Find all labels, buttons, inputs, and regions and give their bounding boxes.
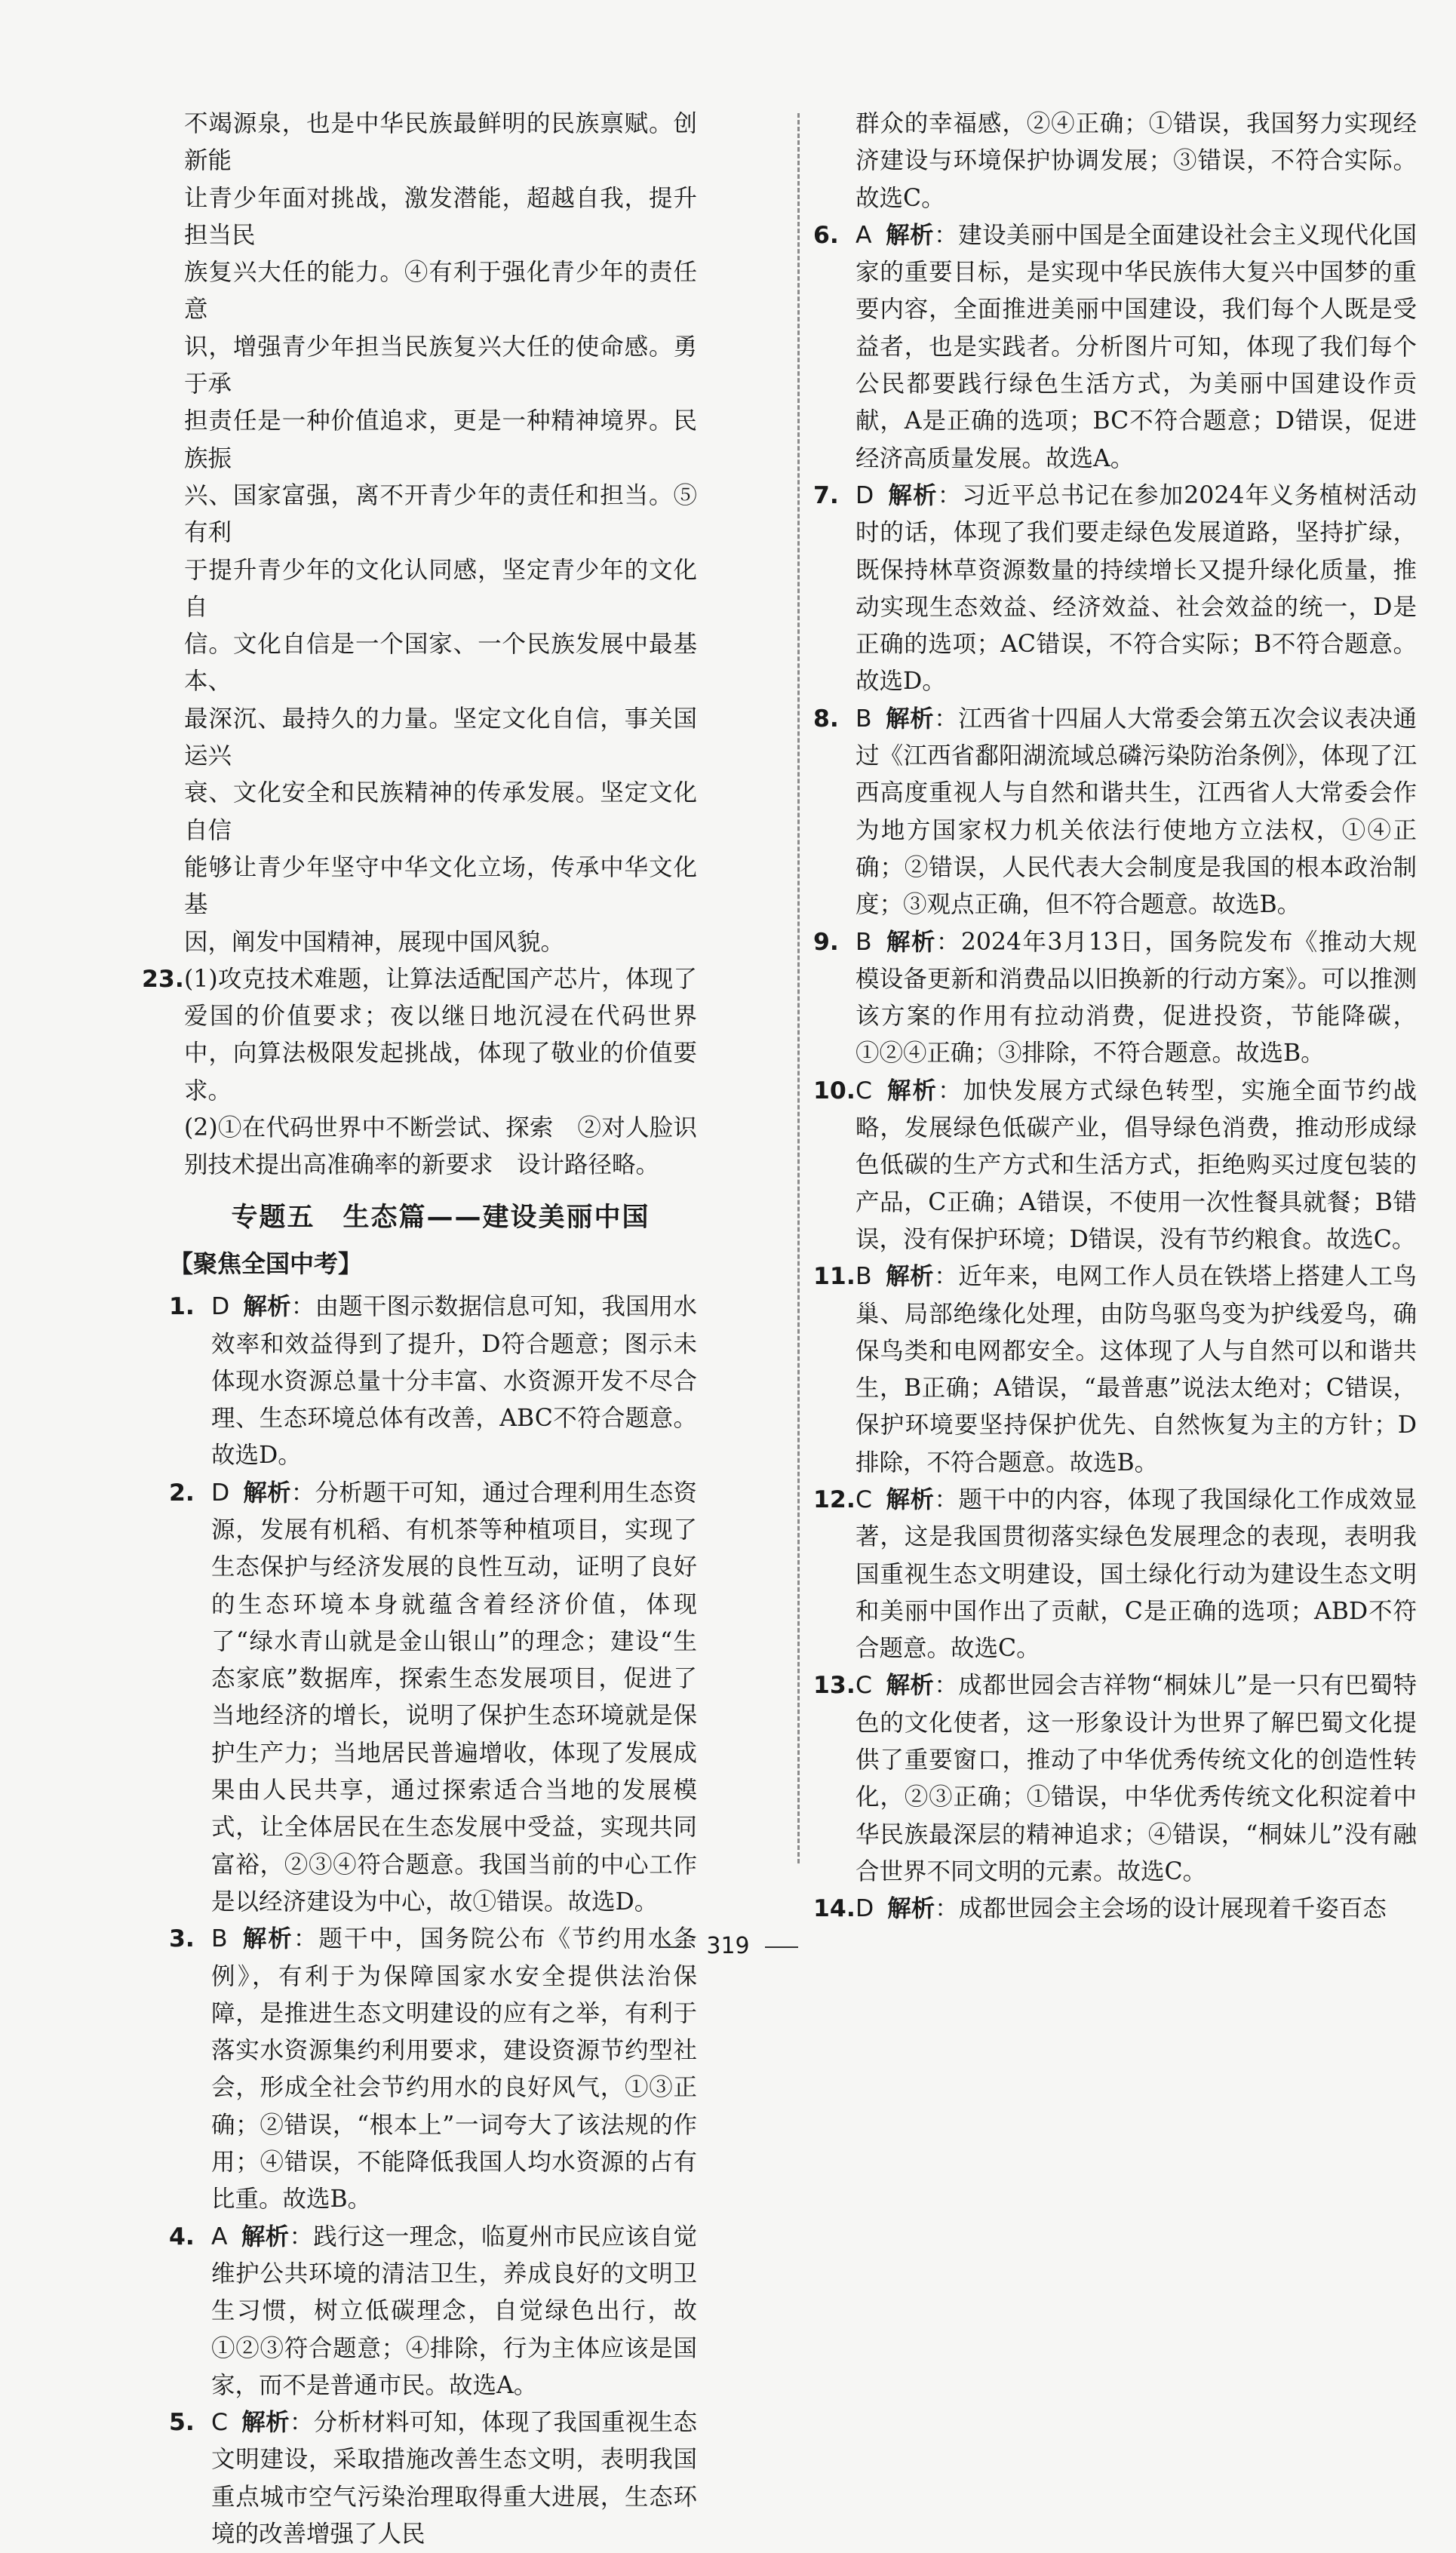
item-number: 5.: [169, 2409, 195, 2437]
answer-item: [813, 924, 1417, 1073]
analysis-text: ：分析材料可知，体现了我国重视生态文明建设，采取措施改善生态文明，表明我国重点城市空气污染治理取得重大进展，生态环境的改善增强了人民: [211, 2409, 697, 2548]
answer-item: [813, 1073, 1417, 1258]
answer-item: [169, 1921, 697, 2218]
answer-item: [169, 2219, 697, 2404]
page-number-dash-right: [765, 1946, 798, 1948]
analysis-label: 解析: [886, 1485, 935, 1513]
text-line: 识，增强青少年担当民族复兴大任的使命感。勇于承: [184, 333, 697, 398]
item-number: 6.: [813, 221, 839, 249]
subheading: 【聚焦全国中考】: [169, 1249, 363, 1278]
text-line: 让青少年面对挑战，激发潜能，超越自我，提升担当民: [184, 184, 697, 249]
right-column: [813, 106, 1417, 1928]
item-number: 11.: [813, 1263, 855, 1291]
analysis-label: 解析: [886, 1077, 938, 1104]
analysis-text: ：践行这一理念，临夏州市民应该自觉维护公共环境的清洁卫生，养成良好的文明卫生习惯，树立低碳理念，自觉绿色出行，故①②③符合题意；④排除，行为主体应该是国家，而不是普通市民。故选A。: [211, 2223, 697, 2399]
answer-item: [169, 2404, 697, 2553]
column-divider: [797, 113, 800, 1863]
analysis-label: 解析: [885, 928, 936, 956]
answer-letter: A: [855, 221, 872, 249]
analysis-text: ：江西省十四届人大常委会第五次会议表决通过《江西省鄱阳湖流域总磷污染防治条例》，体现了江西高度重视人与自然和谐共生，江西省人大常委会作为地方国家权力机关依法行使地方立法权，①④正确；②错误，人民代表大会制度是我国的根本政治制度；③观点正确，但不符合题意。故选B。: [855, 705, 1417, 919]
answer-letter: D: [211, 1293, 230, 1321]
item-number: 10.: [813, 1077, 855, 1104]
item-number: 2.: [169, 1479, 195, 1507]
analysis-label: 解析: [885, 705, 935, 733]
analysis-label: 解析: [887, 481, 938, 509]
item-number: 9.: [813, 928, 839, 956]
answer-part-1: (1)攻克技术难题，让算法适配国产芯片，体现了爱国的价值要求；夜以继日地沉浸在代码世界中，向算法极限发起挑战，体现了敬业的价值要求。: [184, 965, 697, 1104]
answer-letter: C: [855, 1077, 872, 1104]
item-number: 14.: [813, 1895, 855, 1923]
analysis-text: ：由题干图示数据信息可知，我国用水效率和效益得到了提升，D符合题意；图示未体现水资源总量十分丰富、水资源开发不尽合理、生态环境总体有改善，ABC不符合题意。故选D。: [211, 1293, 697, 1470]
text-line: 族复兴大任的能力。④有利于强化青少年的责任意: [184, 259, 697, 324]
text-line: 担责任是一种价值追求，更是一种精神境界。民族振: [184, 407, 697, 472]
answer-letter: C: [855, 1672, 872, 1700]
question-number: 23.: [142, 965, 184, 993]
item-number: 4.: [169, 2223, 195, 2250]
analysis-text: ：题干中的内容，体现了我国绿化工作成效显著，这是我国贯彻落实绿色发展理念的表现，表明我国重视生态文明建设，国土绿化行动为建设生态文明和美丽中国作出了贡献，C是正确的选项；ABD不符合题意。故选C。: [855, 1485, 1417, 1663]
analysis-text: ：建设美丽中国是全面建设社会主义现代化国家的重要目标，是实现中华民族伟大复兴中国梦的重要内容，全面推进美丽中国建设，我们每个人既是受益者，也是实践者。分析图片可知，体现了我们每个公民都要践行绿色生活方式，为美丽中国建设作贡献，A是正确的选项；BC不符合题意；D错误，促进经济高质量发展。故选A。: [855, 221, 1417, 472]
text-line: 衰、文化安全和民族精神的传承发展。坚定文化自信: [184, 779, 697, 844]
analysis-text: ：2024年3月13日，国务院发布《推动大规模设备更新和消费品以旧换新的行动方案》。可以推测该方案的作用有拉动消费，促进投资，节能降碳，①②④正确；③排除，不符合题意。故选B。: [855, 928, 1417, 1068]
answer-letter: B: [855, 705, 872, 733]
answer-item: [813, 478, 1417, 701]
analysis-text: ：加快发展方式绿色转型，实施全面节约战略，发展绿色低碳产业，倡导绿色消费，推动形成绿色低碳的生产方式和生活方式，拒绝购买过度包装的产品，C正确；A错误，不使用一次性餐具就餐；B错误，没有保护环境；D错误，没有节约粮食。故选C。: [855, 1077, 1417, 1253]
page-number: [0, 1933, 1456, 1959]
analysis-text: ：题干中，国务院公布《节约用水条例》，有利于为保障国家水安全提供法治保障，是推进生态文明建设的应有之举，有利于落实水资源集约利用要求，建设资源节约型社会，形成全社会节约用水的良好风气，①③正确；②错误，“根本上”一词夸大了该法规的作用；④错误，不能降低我国人均水资源的占有比重。故选B。: [211, 1925, 697, 2214]
page-number-text: 319: [706, 1933, 750, 1959]
answer-item: [169, 1475, 697, 1922]
text-line: 于提升青少年的文化认同感，坚定青少年的文化自: [184, 556, 697, 621]
analysis-text: ：成都世园会主会场的设计展现着千姿百态: [935, 1895, 1387, 1923]
answer-item: [813, 1667, 1417, 1891]
text-line: 能够让青少年坚守中华文化立场，传承中华文化基: [184, 853, 697, 919]
answer-letter: B: [855, 1263, 872, 1291]
analysis-label: 解析: [241, 2409, 290, 2437]
answer-letter: D: [855, 1895, 874, 1923]
answer-item: [813, 1258, 1417, 1482]
answer-letter: D: [855, 481, 874, 509]
answer-letter: B: [211, 1925, 228, 1953]
question-23: [142, 961, 697, 1184]
answer-part-2: (2)①在代码世界中不断尝试、探索 ②对人脸识别技术提出高准确率的新要求 设计路径略。: [184, 1114, 697, 1179]
analysis-label: 解析: [885, 221, 935, 249]
text-line: 不竭源泉，也是中华民族最鲜明的民族禀赋。创新能: [184, 110, 697, 175]
answer-item: [813, 1482, 1417, 1667]
answer-letter: D: [211, 1479, 230, 1507]
analysis-label: 解析: [243, 1293, 291, 1321]
continued-text: 群众的幸福感，②④正确；①错误，我国努力实现经济建设与环境保护协调发展；③错误，不符合实际。故选C。: [855, 110, 1417, 212]
item-number: 12.: [813, 1485, 855, 1513]
analysis-text: ：习近平总书记在参加2024年义务植树活动时的话，体现了我们要走绿色发展道路，坚持扩绿，既保持林草资源数量的持续增长又提升绿化质量，推动实现生态效益、经济效益、社会效益的统一，D是正确的选项；AC错误，不符合实际；B不符合题意。故选D。: [855, 481, 1417, 696]
analysis-label: 解析: [241, 2223, 290, 2250]
item-number: 1.: [169, 1293, 195, 1321]
item-number: 8.: [813, 705, 839, 733]
analysis-label: 解析: [885, 1263, 935, 1291]
answer-item: [813, 217, 1417, 478]
text-line: 信。文化自信是一个国家、一个民族发展中最基本、: [184, 631, 697, 696]
item-number: 13.: [813, 1672, 855, 1700]
answer-item: [813, 1891, 1417, 1928]
answer-letter: B: [855, 928, 872, 956]
answer-item: [169, 1289, 697, 1474]
intro-paragraph: [184, 106, 697, 961]
analysis-text: ：成都世园会吉祥物“桐妹儿”是一只有巴蜀特色的文化使者，这一形象设计为世界了解巴蜀文化提供了重要窗口，推动了中华优秀传统文化的创造性转化，②③正确；①错误，中华优秀传统文化积淀着中华民族最深层的精神追求；④错误，“桐妹儿”没有融合世界不同文明的元素。故选C。: [855, 1672, 1417, 1885]
item-number: 7.: [813, 481, 839, 509]
analysis-text: ：近年来，电网工作人员在铁塔上搭建人工鸟巢、局部绝缘化处理，由防鸟驱鸟变为护线爱鸟，确保鸟类和电网都安全。这体现了人与自然可以和谐共生，B正确；A错误，“最普惠”说法太绝对；C错误，保护环境要坚持保护优先、自然恢复为主的方针；D排除，不符合题意。故选B。: [855, 1263, 1417, 1476]
page-number-dash-left: [658, 1946, 691, 1948]
answer-letter: C: [855, 1485, 872, 1513]
text-line: 因，阐发中国精神，展现中国风貌。: [184, 928, 565, 956]
analysis-label: 解析: [887, 1895, 935, 1923]
answer-letter: A: [211, 2223, 228, 2250]
text-line: 最深沉、最持久的力量。坚定文化自信，事关国运兴: [184, 705, 697, 770]
section-title: 专题五 生态篇——建设美丽中国: [231, 1202, 650, 1233]
text-line: 兴、国家富强，离不开青少年的责任和担当。⑤有利: [184, 481, 697, 547]
answer-letter: C: [211, 2409, 228, 2437]
analysis-label: 解析: [241, 1925, 293, 1953]
analysis-label: 解析: [243, 1479, 291, 1507]
item-number: 3.: [169, 1925, 195, 1953]
analysis-label: 解析: [886, 1672, 935, 1700]
answer-item: [813, 701, 1417, 924]
analysis-text: ：分析题干可知，通过合理利用生态资源，发展有机稻、有机茶等种植项目，实现了生态保护与经济发展的良性互动，证明了良好的生态环境本身就蕴含着经济价值，体现了“绿水青山就是金山银山”的理念；建设“生态家底”数据库，探索生态发展项目，促进了当地经济的增长，说明了保护生态环境就是保护生产力；当地居民普遍增收，体现了发展成果由人民共享，通过探索适合当地的发展模式，让全体居民在生态发展中受益，实现共同富裕，②③④符合题意。我国当前的中心工作是以经济建设为中心，故①错误。故选D。: [211, 1479, 697, 1916]
left-column: [142, 106, 697, 2553]
